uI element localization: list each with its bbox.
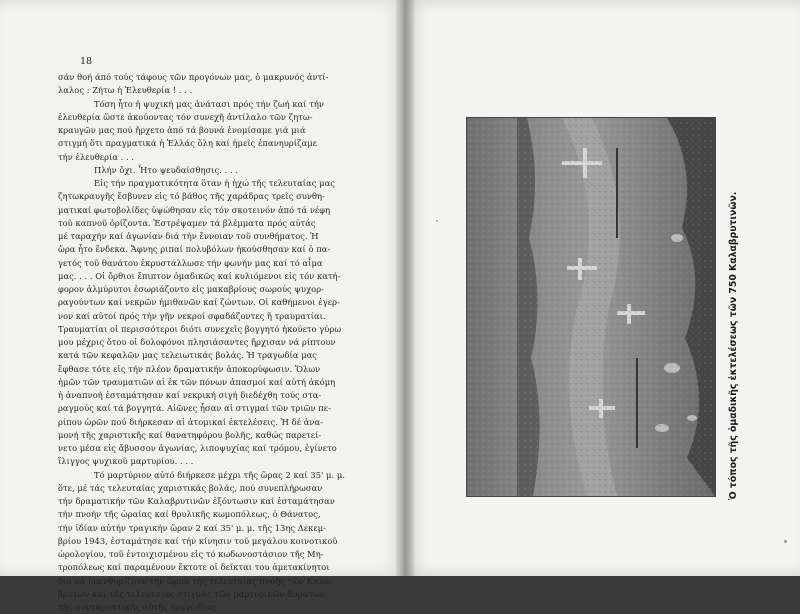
text-line: μονή τῆς χαριστικῆς καί θανατηφόρου βολῆς, καθώς παρετεί- xyxy=(58,429,322,440)
text-line: ραγούντων καί νεκρῶν ἡμιθανῶν καί ζώντων. Οἱ καθήμενοι ἐγερ- xyxy=(58,297,340,308)
photo-image xyxy=(467,118,715,496)
body-text xyxy=(58,71,374,614)
text-line: τήν δραματικήν τῶν Καλαβρυτινῶν ἐξόντωσιν καί ἐσταμάτησαν xyxy=(58,496,335,506)
text-line: ἡ ἀναπνοή ἐσταμάτησαν καί νεκρική σιγή διεδέχθη τούς στα- xyxy=(58,390,322,400)
text-line: Πλήν ὄχι. Ἦτο ψευδαίσθησις. . . . xyxy=(94,164,239,175)
text-line: νετο μέσα εἰς ἄβυσσον ἀγωνίας, λιποψυχίας καί τρόμου, ἐγίνετο xyxy=(58,443,337,453)
photo-caption: Ὁ τόπος τῆς ὁμαδικῆς ἐκτελέσεως τῶν 750 Καλαβρυτινῶν. xyxy=(728,191,739,500)
text-line: Τόση ἦτο ἡ ψυχική μας ἀνάτασι πρός τήν ζωή καί τήν xyxy=(94,98,325,109)
book-gutter xyxy=(396,0,414,576)
paper-speck xyxy=(436,220,438,222)
text-line: διά νά ὑπενθυμίζουν τήν ὥραν τῆς τελευταίας πνοῆς τῶν Καλα- xyxy=(58,575,333,586)
text-line: σάν θοή άπό τούς τάφους τῶν προγόνων μας, ὁ μακρυνός ἀντί- xyxy=(58,72,329,82)
text-line: νον καί αὐτοί πρός τήν γῆν νεκροί σφαδάζοντες ἤ τραυματίαι. xyxy=(58,310,326,321)
text-line: τῆς συνταρακτικῆς αὐτῆς τραγωδίας. xyxy=(58,602,219,612)
page-number: 18 xyxy=(80,56,93,67)
text-line: ἐλευθερία ὥστε ἀκούοντας τόν συνεχῆ ἀντίλαλο τῶν ζητω- xyxy=(58,111,313,122)
text-line: βρίου 1943, ἐσταμάτησε καί τήν κίνησιν τοῦ μεγάλου κοινοτικοῦ xyxy=(58,535,338,546)
text-line: ζητωκραυγῆς ἔσβυνεν εἰς τό βάθος τῆς χαράδρας τρεῖς συνθη- xyxy=(58,191,325,202)
text-line: κατά τῶν κεφαλῶν μας τελειωτικάς βολάς. Ἡ τραγωδία μας xyxy=(58,350,317,361)
text-line: Εἰς τήν πραγματικότητα ὅταν ἡ ἠχώ τῆς τελευταίας μας xyxy=(94,178,335,188)
text-line: μέ ταραχήν καί ἀγωνίαν διά τήν ἔννοιαν τοῦ συνθήματος. Ἡ xyxy=(58,231,319,241)
text-line: γετός τοῦ θανάτου ἐκρυστάλλωσε τήν φωνήν μας καί τό αἷμα xyxy=(58,257,323,268)
text-line: ὅτε, μέ τάς τελευταίας χαριστικάς βολάς, πού συνεπλήρωσαν xyxy=(58,482,323,493)
text-line: τήν ἐλευθερία . . . xyxy=(58,151,135,162)
text-line: ρίπου ὡρῶν πού διήρκεσαν αἱ ἀτομικαί ἐκτελέσεις. Ἡ δέ ἀνα- xyxy=(58,416,323,427)
text-line: στιγμή ὅτι πραγματικά ἡ Ἑλλάς ὅλη καί ἡμεῖς ἐπανηυρίζαμε xyxy=(58,138,318,149)
text-line: Τό μαρτύριον αὐτό διήρκεσε μέχρι τῆς ὥρας 2 καί 35' μ. μ. xyxy=(94,469,346,480)
text-line: τοῦ καπνοῦ ὁρίζοντα. Ἐστρέψαμεν τά βλέμματα πρός αὐτάς xyxy=(58,217,316,228)
text-line: μας. . . . Οἱ ὄρθιοι ἔπιπτον ὁμαδικῶς καί κυλιόμενοι εἰς τόν κατή- xyxy=(58,270,341,281)
text-line: ἡμῶν τῶν τραυματιῶν αἱ ἐκ τῶν πόνων ἀπασμοί καί αὐτή ἀκόμη xyxy=(58,376,336,387)
text-line: ἴλιγγος ψυχικοῦ μαρτυρίου. . . . xyxy=(58,456,194,467)
text-line: τήν ἰδίαν αὐτήν τραγικήν ὥραν 2 καί 35' μ. μ. τῆς 13ης Δεκεμ- xyxy=(58,522,327,533)
text-line: βρύτων καί τάς τελευταίας στιγμάς τῶν μαρτυρικῶν θυμάτων xyxy=(58,588,326,599)
text-line: Τραυματίαι οἱ περισσότεροι διότι συνεχεῖς βογγητό ἠκούετο γύρω xyxy=(58,323,342,334)
text-line: λαλος : Ζήτω ἡ Ἐλευθερία ! . . . xyxy=(58,85,193,96)
text-line: φορον ἀλμύρυτοι ἐσωριάζοντο εἰς μακαβρίους σωρούς ψυχορ- xyxy=(58,284,324,294)
text-line: τροπόλεως καί παραμένουν ἔκτοτε οἱ δεῖκται του ἀμετακίνητοι xyxy=(58,562,330,573)
text-line: ὥρα ἦτο ἕνδεκα. Ἄφνης ριπαί πολυβόλων ἠκούσθησαν καί ὁ πα- xyxy=(58,244,331,255)
text-line: ραγμούς καί τά βογγητά. Αἰῶνες ἦσαν αἱ στιγμαί τῶν τριῶν πε- xyxy=(58,403,331,414)
paper-speck xyxy=(784,540,787,543)
text-line: κραυγῶν μας πού ἤρχετο ἀπό τά βουνά ἐνομίσαμε γιά μιά xyxy=(58,125,306,135)
text-line: μου μέχρις ὅτου οἱ δολοφόνοι πλησιάσαντες ἤρχισαν νά ρίπτουν xyxy=(58,337,336,347)
text-line: τήν πνοήν τῆς ὡραίας καί θρυλικῆς κωμοπόλεως, ὁ Θάνατος, xyxy=(58,509,321,520)
text-line: ματικαί φωτοβολίδες ὑψώθησαν εἰς τόν σκοτεινόν ἀπό τά νέφη xyxy=(58,204,331,215)
text-line: ὡρολογίου, τοῦ ἐντοιχισμένου εἰς τό κωδωνοστάσιον τῆς Μη- xyxy=(58,549,324,559)
text-line: ἔφθασε τότε εἰς τήν πλέον δραματικήν ἀποκορύφωσιν. Ὅλων xyxy=(58,363,321,374)
execution-site-photo xyxy=(466,117,716,497)
